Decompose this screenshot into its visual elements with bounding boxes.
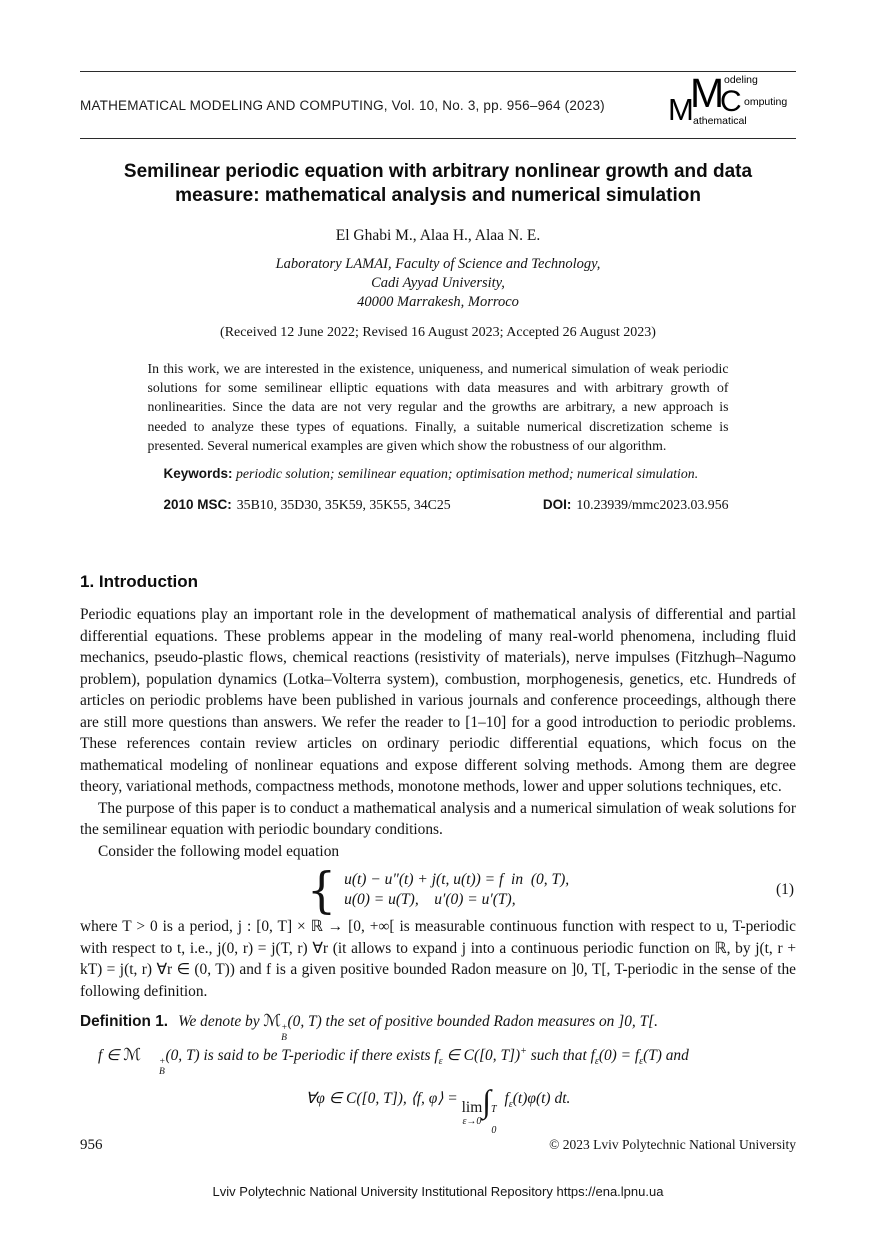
received-line: (Received 12 June 2022; Revised 16 August 2023; Accepted 26 August 2023)	[220, 325, 656, 340]
logo-word-modeling: odeling	[724, 74, 758, 86]
repository-line: Lviv Polytechnic National University Institutional Repository https://ena.lpnu.ua	[212, 1184, 664, 1199]
definition-text: (0, T) is said to be T-periodic if there exists f	[165, 1046, 439, 1064]
measure-sub: B	[281, 1032, 287, 1043]
measure-sup: +	[159, 1056, 166, 1067]
affiliation-line: Cadi Ayyad University,	[371, 275, 505, 291]
equation-brace: {	[306, 861, 337, 919]
equation-1	[80, 861, 796, 919]
integral-limits	[491, 1104, 497, 1136]
epsilon-subscript: ε	[508, 1098, 513, 1110]
periodicity-formula	[80, 1082, 796, 1136]
definition-label: Definition 1.	[80, 1013, 169, 1031]
affiliation-block	[0, 255, 876, 312]
abstract-text: In this work, we are interested in the existence, uniqueness, and numerical simulation of weak periodic solutions for some semilinear elliptic equations with data measures and with arbitrary growth of nonlinearities. Since the data are not very regular and the growths are arbitrary, a new approach is needed to analyze these types of equations. Finally, a suitable numerical discretization scheme is presented. Several numerical examples are given which show the robustness of our algorithm.	[147, 361, 729, 453]
limit-operator	[462, 1100, 483, 1128]
mmc-logo	[668, 70, 796, 136]
logo-letter-m1: M	[668, 92, 694, 127]
lim-subscript: ε→0	[462, 1116, 482, 1128]
definition-1-line-2	[80, 1044, 796, 1078]
header-rule-bottom	[80, 138, 796, 139]
abstract-box	[148, 359, 729, 513]
integral-sign: ∫	[482, 1082, 492, 1119]
after-equation-paragraph: where T > 0 is a period, j : [0, T] × ℝ → [0, +∞[ is measurable continuous function with respect to u, T-periodic with respect to t, i.e., j(0, r) = j(T, r) ∀r (it allows to expand j into a continuous periodic function on ℝ, by j(t, r + kT) = j(t, r) ∀r ∈ (0, T)) and f is a given positive bounded Radon measure on ]0, T[, T-periodic in the sense of the following definition.	[80, 918, 796, 1000]
doi-part	[543, 497, 729, 513]
keywords-label: Keywords:	[163, 466, 233, 482]
main-column	[80, 572, 796, 1136]
epsilon-subscript: ε	[594, 1056, 599, 1068]
definition-text: We denote by	[178, 1013, 264, 1031]
lim-text: lim	[461, 1098, 483, 1116]
model-equation-lead: Consider the following model equation	[98, 842, 340, 860]
integral-upper-limit: T	[491, 1103, 497, 1115]
section-heading-introduction: 1. Introduction	[80, 572, 199, 592]
doi-value: 10.23939/mmc2023.03.956	[576, 497, 729, 513]
logo-letter-m2: M	[690, 70, 725, 116]
definition-text: such that f	[526, 1046, 595, 1064]
integral-lower-limit: 0	[491, 1124, 497, 1136]
formula-right: (t)φ(t) dt.	[512, 1089, 571, 1107]
authors-line: El Ghabi M., Alaa H., Alaa N. E.	[335, 227, 541, 244]
equation-number: (1)	[776, 881, 794, 899]
journal-title-line: MATHEMATICAL MODELING AND COMPUTING, Vol. 10, No. 3, pp. 956–964 (2023)	[80, 97, 605, 113]
formula-f: f	[500, 1089, 509, 1107]
measure-supsub	[141, 1058, 165, 1078]
doi-label: DOI:	[542, 497, 572, 513]
keywords-paragraph	[148, 464, 729, 483]
logo-letter-c: C	[720, 85, 742, 118]
equation-row-2: u(0) = u(T), u′(0) = u′(T),	[344, 891, 516, 909]
msc-label: 2010 MSC:	[163, 497, 232, 513]
copyright-notice: © 2023 Lviv Polytechnic National University	[549, 1137, 796, 1152]
definition-text: (0, T) the set of positive bounded Radon measures on ]0, T[.	[287, 1013, 658, 1031]
journal-header	[80, 72, 796, 138]
logo-word-mathematical: athematical	[693, 115, 747, 127]
affiliation-line: 40000 Marrakesh, Morroco	[357, 294, 519, 310]
equation-lines	[344, 871, 569, 909]
msc-value: 35B10, 35D30, 35K59, 35K55, 34C25	[236, 497, 451, 513]
epsilon-subscript: ε	[639, 1056, 644, 1068]
definition-1-line-1	[80, 1010, 796, 1044]
intro-paragraph-1: Periodic equations play an important role in the development of mathematical analysis of differential and partial differential equations. These problems appear in the modeling of many real-world phenomena, including fluid mechanics, pseudo-plastic flows, chemical reactions (resistivity of materials), nerve impulses (Fitzhugh–Nagumo problem), population dynamics (Lotka–Volterra system), combustion, morphogenesis, genetics, etc. Hundreds of articles on periodic problems have been published in various journals and conference proceedings, although there are still more questions than answers. We refer the reader to [1–10] for a good introduction to periodic problems. These references contain review articles on ordinary periodic differential equations, which focus on the mathematical modeling of nonlinear equations and expose different solving methods. Among them are degree theory, variational methods, compactness methods, monotone methods, lower and upper solutions techniques, etc.	[80, 606, 796, 796]
radon-measure-symbol: ℳ	[123, 1044, 142, 1064]
measure-sub: B	[159, 1066, 165, 1077]
logo-word-computing: omputing	[744, 96, 788, 108]
measure-sup: +	[281, 1023, 288, 1034]
definition-text: ∈ C([0, T])	[442, 1046, 521, 1064]
page-footer	[80, 1137, 796, 1154]
plus-superscript: +	[520, 1045, 527, 1057]
msc-doi-row	[148, 497, 729, 513]
definition-text: (0) = f	[598, 1046, 640, 1064]
radon-measure-symbol: ℳ	[263, 1011, 282, 1031]
affiliation-line: Laboratory LAMAI, Faculty of Science and Technology,	[275, 256, 601, 272]
epsilon-subscript: ε	[438, 1056, 443, 1068]
keywords-text: periodic solution; semilinear equation; optimisation method; numerical simulation.	[235, 466, 699, 482]
definition-text: (T) and	[643, 1046, 689, 1064]
formula-left: ∀φ ∈ C([0, T]), ⟨f, φ⟩ =	[305, 1089, 462, 1107]
paper-title: Semilinear periodic equation with arbitrary nonlinear growth and data measure: mathematical analysis and numerical simulation	[123, 161, 753, 206]
page-number: 956	[80, 1137, 103, 1153]
equation-row-1: u(t) − u″(t) + j(t, u(t)) = f in (0, T),	[344, 871, 570, 889]
definition-text: f ∈	[98, 1046, 124, 1064]
intro-paragraph-2: The purpose of this paper is to conduct a mathematical analysis and a numerical simulation of weak solutions for the semilinear equation with periodic boundary conditions.	[80, 799, 796, 839]
